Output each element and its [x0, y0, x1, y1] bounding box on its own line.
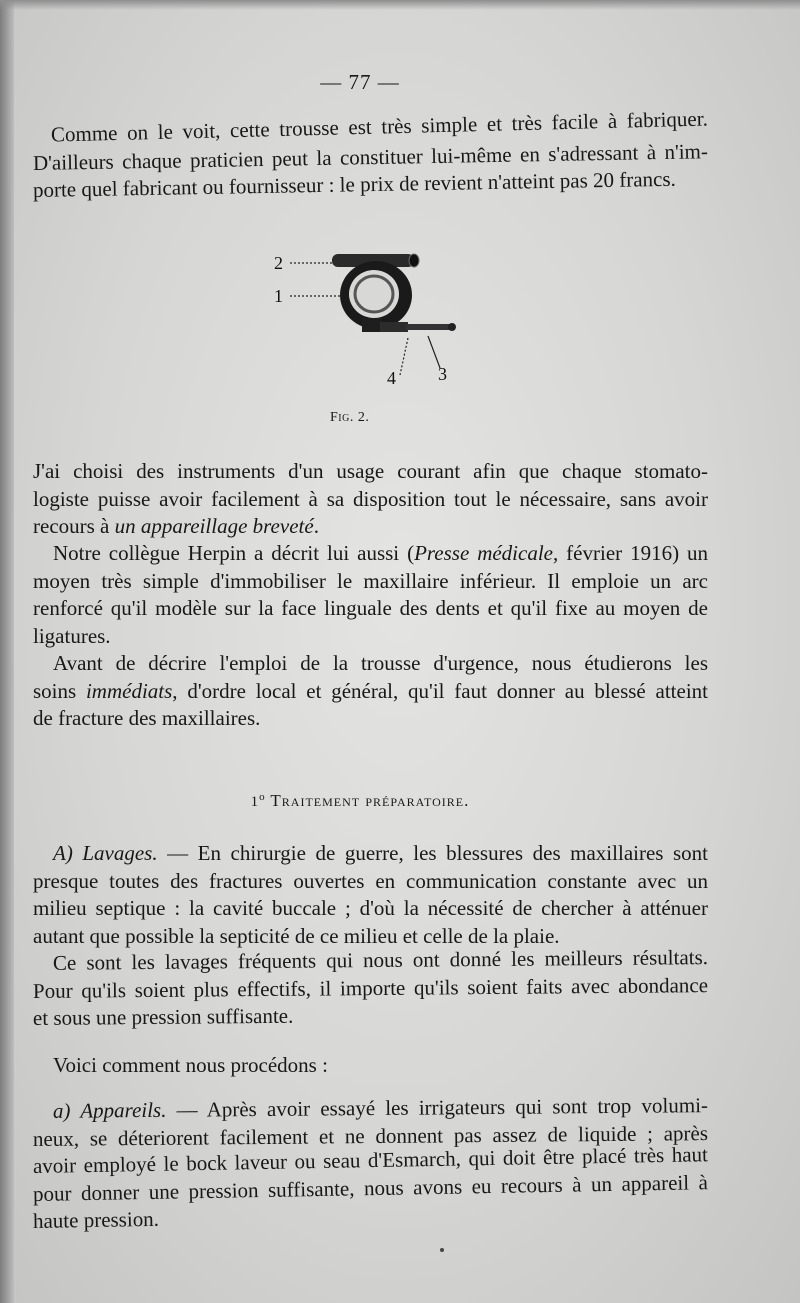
section-heading: [0, 791, 720, 811]
clamp-screw: [406, 324, 452, 330]
text-line: autant que possible la septicité de ce milieu et celle de la plaie.: [33, 923, 560, 948]
section-title-text: Traitement préparatoire.: [270, 791, 470, 810]
text-line: de fracture des maxillaires.: [33, 706, 261, 730]
text-run: — En chirurgie de guerre, les blessures des maxillaires sont: [157, 841, 708, 865]
text-line: presque toutes des fractures ouvertes en communication constante avec un: [33, 868, 708, 893]
page-shadow-left: [0, 0, 14, 1303]
paragraph-procedons: [33, 1052, 708, 1080]
text-line: logiste puisse avoir facilement à sa disposition tout le nécessaire, sans avoir: [33, 486, 708, 511]
text-line: [33, 540, 708, 568]
text-line: Comme on le voit, cette trousse est très simple et très facile à fabriquer.: [50, 106, 709, 147]
text-run: , février 1916) un: [553, 541, 708, 565]
text-line: J'ai choisi des instruments d'un usage courant afin que chaque stomato-: [33, 459, 708, 483]
page-shadow-top: [0, 0, 800, 10]
screw-head: [448, 323, 456, 331]
paragraph-resultats: [32, 945, 709, 1033]
text-line: renforcé qu'il modèle sur la face linguale des dents et qu'il fixe au moyen de: [33, 596, 708, 620]
text-line: haute pression.: [32, 1206, 160, 1233]
text-line: [33, 678, 708, 706]
text-line: neux, se déteriorent facilement et ne donnent pas assez de liquide ; après: [32, 1120, 709, 1151]
text-line: milieu septique : la cavité buccale ; d'où la nécessité de chercher à atténuer: [33, 896, 708, 920]
text-run: , d'ordre local et général, qu'il faut donner au blessé atteint: [172, 678, 708, 703]
figure-label-2: 2: [274, 253, 283, 273]
italic-run: un appareillage breveté: [114, 514, 314, 538]
text-run: recours à: [33, 514, 115, 538]
paragraph-appareils: [32, 1093, 709, 1236]
text-run: soins: [33, 678, 86, 703]
text-line: Voici comment nous procédons :: [53, 1053, 328, 1077]
ink-speck: [440, 1248, 444, 1252]
section-number-sup: o: [259, 791, 266, 803]
text-line: [33, 840, 708, 868]
text-line: Avant de décrire l'emploi de la trousse d'urgence, nous étudierons les: [53, 651, 708, 675]
figure-clamp-illustration: [270, 240, 490, 390]
italic-run: a) Appareils.: [52, 1097, 167, 1123]
tube-end: [409, 254, 419, 267]
text-line: et sous une pression suffisante.: [32, 1003, 294, 1030]
clamp-jaw: [362, 318, 382, 332]
section-number: 1: [250, 794, 260, 810]
caption-number: 2.: [357, 410, 370, 425]
page-number: — 77 —: [320, 70, 400, 94]
text-run: .: [313, 514, 319, 538]
text-line: [33, 513, 708, 541]
text-line: porte quel fabricant ou fournisseur : le prix de revient n'atteint pas 20 francs.: [32, 166, 677, 202]
text-run: Notre collègue Herpin a décrit lui aussi (: [53, 541, 415, 565]
caption-prefix: Fig.: [330, 410, 354, 425]
paragraph-intro: [32, 106, 709, 205]
leader-line-4: [400, 338, 408, 375]
figure-label-4: 4: [387, 368, 396, 388]
text-line: D'ailleurs chaque praticien peut la constituer lui-même en s'adressant à n'im-: [32, 138, 709, 175]
text-run: — Après avoir essayé les irrigateurs qui sont trop volumi-: [166, 1093, 709, 1122]
text-line: pour donner une pression suffisante, nous avons eu recours à un appareil à: [32, 1169, 709, 1206]
text-line: Ce sont les lavages fréquents qui nous ont donné les meilleurs résultats.: [52, 945, 709, 975]
italic-run: immédiats: [85, 678, 173, 703]
italic-run: A) Lavages.: [53, 841, 158, 865]
paragraph-herpin: [33, 540, 708, 650]
paragraph-instruments: [33, 458, 708, 541]
text-line: avoir employé le bock laveur ou seau d'Esmarch, qui doit être placé très haut: [32, 1142, 709, 1178]
figure-caption: [330, 410, 369, 426]
figure-label-3: 3: [438, 364, 447, 384]
clamp-nut: [380, 322, 408, 332]
text-line: Pour qu'ils soient plus effectifs, il importe qu'ils soient faits avec abondance: [32, 972, 709, 1003]
italic-run: Presse médicale: [414, 541, 553, 565]
paragraph-lavages: [33, 840, 708, 950]
figure-label-1: 1: [274, 286, 283, 306]
paragraph-soins: [33, 650, 708, 733]
text-line: ligatures.: [33, 623, 111, 648]
text-line: moyen très simple d'immobiliser le maxillaire inférieur. Il emploie un arc: [33, 568, 708, 593]
